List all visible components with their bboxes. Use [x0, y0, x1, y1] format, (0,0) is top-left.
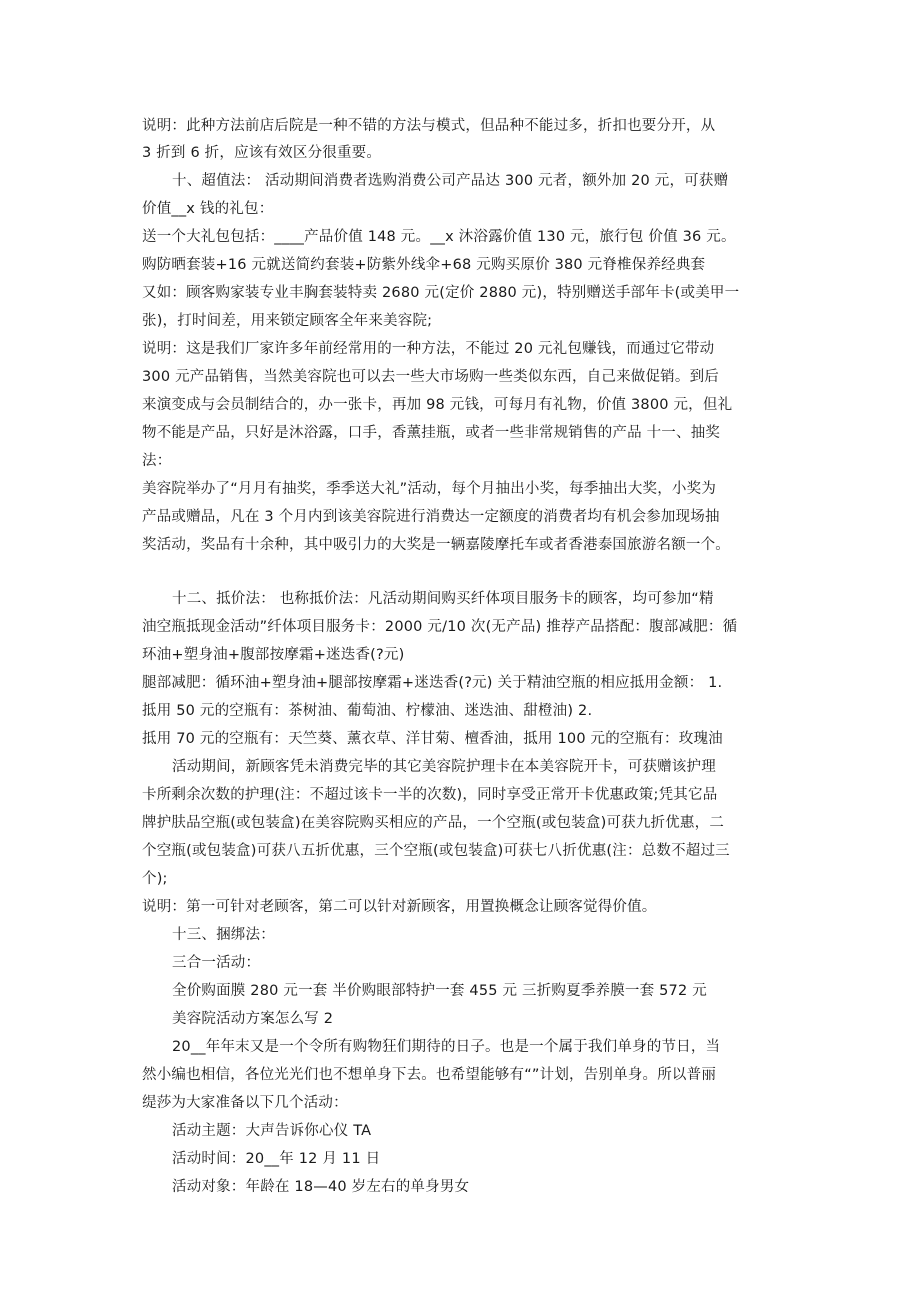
text-line: 三合一活动：	[172, 955, 261, 971]
text-line: 送一个大礼包包括：____产品价值 148 元。__x 沐浴露价值 130 元，旅行包 价值 36 元。	[142, 229, 736, 245]
activity-target: 活动对象：年龄在 18—40 岁左右的单身男女	[172, 1179, 470, 1195]
text-line: 缇莎为大家准备以下几个活动：	[142, 1095, 348, 1111]
text-line: 产品或赠品，凡在 3 个月内到该美容院进行消费达一定额度的消费者均有机会参加现场抽	[142, 509, 720, 525]
text-line: 个空瓶(或包装盒)可获八五折优惠，三个空瓶(或包装盒)可获七八折优惠(注：总数不超过三	[142, 843, 730, 859]
text-line: 张)，打时间差，用来锁定顾客全年来美容院;	[142, 313, 433, 329]
text-line: 美容院举办了“月月有抽奖，季季送大礼”活动，每个月抽出小奖，每季抽出大奖，小奖为	[142, 481, 717, 497]
text-line: 物不能是产品，只好是沐浴露，口手，香薰挂瓶，或者一些非常规销售的产品 十一、抽奖	[142, 425, 721, 441]
text-line: 说明：第一可针对老顾客，第二可以针对新顾客，用置换概念让顾客觉得价值。	[142, 899, 657, 915]
activity-theme: 活动主题：大声告诉你心仪 TA	[172, 1123, 372, 1139]
text-line: 说明：这是我们厂家许多年前经常用的一种方法，不能过 20 元礼包赚钱，而通过它带动	[142, 341, 715, 357]
text-line: 来演变成与会员制结合的，办一张卡，再加 98 元钱，可每月有礼物，价值 3800 元，但礼	[142, 397, 733, 413]
section-heading-12: 十二、抵价法： 也称抵价法：凡活动期间购买纤体项目服务卡的顾客，均可参加“精	[172, 591, 714, 607]
section-heading-10: 十、超值法： 活动期间消费者选购消费公司产品达 300 元者，额外加 20 元，可获赠	[172, 173, 729, 189]
text-line: 抵用 50 元的空瓶有：茶树油、葡萄油、柠檬油、迷迭油、甜橙油) 2.	[142, 703, 593, 719]
text-line: 抵用 70 元的空瓶有：天竺葵、薰衣草、洋甘菊、檀香油，抵用 100 元的空瓶有：玫瑰油	[142, 731, 723, 747]
text-line: 腿部减肥：循环油+塑身油+腿部按摩霜+迷迭香(?元) 关于精油空瓶的相应抵用金额： 1.	[142, 675, 723, 691]
text-line: 活动期间，新顾客凭未消费完毕的其它美容院护理卡在本美容院开卡，可获赠该护理	[172, 759, 716, 775]
text-line: 又如：顾客购家装专业丰胸套装特卖 2680 元(定价 2880 元)，特别赠送手部年卡(或美甲一	[142, 285, 740, 301]
text-line: 3 折到 6 折，应该有效区分很重要。	[142, 145, 382, 161]
text-line: 说明：此种方法前店后院是一种不错的方法与模式，但品种不能过多，折扣也要分开，从	[142, 118, 716, 134]
text-line: 价值__x 钱的礼包：	[142, 201, 274, 217]
text-line: 环油+塑身油+腹部按摩霜+迷迭香(?元)	[142, 647, 405, 663]
text-line: 法：	[142, 453, 172, 469]
text-line: 个);	[142, 871, 168, 887]
text-line: 油空瓶抵现金活动”纤体项目服务卡：2000 元/10 次(无产品) 推荐产品搭配：腹部减肥：循	[142, 619, 738, 635]
section-heading-13: 十三、捆绑法：	[172, 927, 275, 943]
text-line: 300 元产品销售，当然美容院也可以去一些大市场购一些类似东西，自己来做促销。到后	[142, 369, 719, 385]
text-line: 奖活动，奖品有十余种，其中吸引力的大奖是一辆嘉陵摩托车或者香港泰国旅游名额一个。	[142, 537, 730, 553]
text-line: 20__年年末又是一个令所有购物狂们期待的日子。也是一个属于我们单身的节日，当	[172, 1039, 721, 1055]
activity-time: 活动时间：20__年 12 月 11 日	[172, 1151, 381, 1167]
text-line: 然小编也相信，各位光光们也不想单身下去。也希望能够有“”计划，告别单身。所以普丽	[142, 1067, 717, 1083]
document-subtitle: 美容院活动方案怎么写 2	[172, 1011, 334, 1027]
text-line: 全价购面膜 280 元一套 半价购眼部特护一套 455 元 三折购夏季养膜一套 572 元	[172, 983, 707, 999]
text-line: 购防晒套装+16 元就送简约套装+防紫外线伞+68 元购买原价 380 元脊椎保养经典套	[142, 257, 706, 273]
text-line: 牌护肤品空瓶(或包装盒)在美容院购买相应的产品，一个空瓶(或包装盒)可获九折优惠，二	[142, 815, 725, 831]
text-line: 卡所剩余次数的护理(注：不超过该卡一半的次数)，同时享受正常开卡优惠政策;凭其它品	[142, 787, 718, 803]
